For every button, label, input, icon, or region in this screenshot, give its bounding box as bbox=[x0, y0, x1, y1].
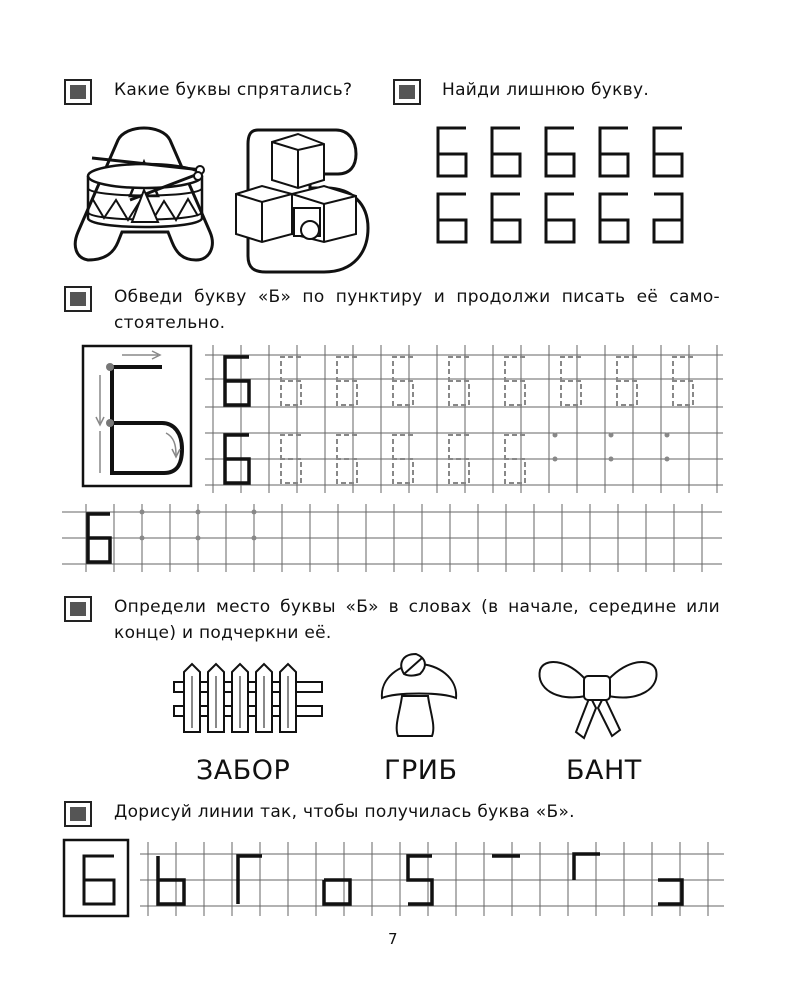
odd-letter-row2-glyphs bbox=[438, 194, 682, 242]
task-trace-text-line2: стоятельно. bbox=[114, 313, 226, 333]
odd-letter-row1-glyphs bbox=[438, 128, 682, 176]
odd-letter-grid bbox=[430, 118, 690, 250]
letter-a-drum-illustration bbox=[70, 118, 220, 278]
word-fence: ЗАБОР bbox=[196, 755, 291, 786]
task-finish-lines-text: Дорисуй линии так, чтобы получилась буква «Б». bbox=[114, 802, 575, 822]
tracing-grid bbox=[205, 345, 725, 493]
letter-b-stroke-order-sample bbox=[82, 345, 192, 487]
word-mushroom: ГРИБ bbox=[384, 755, 458, 786]
page-number: 7 bbox=[388, 930, 398, 948]
task-checkbox[interactable] bbox=[64, 286, 92, 312]
tracing-grid-row3 bbox=[62, 504, 724, 574]
mushroom-illustration bbox=[372, 652, 464, 742]
bow-illustration bbox=[536, 652, 660, 742]
fence-illustration bbox=[172, 660, 324, 736]
letter-b-cubes-illustration bbox=[228, 122, 378, 280]
task-checkbox[interactable] bbox=[64, 79, 92, 105]
partial-letter-3 bbox=[324, 880, 350, 904]
task-hidden-letters-text: Какие буквы спрятались? bbox=[114, 80, 353, 100]
task-trace-text-line1: Обведи букву «Б» по пунктиру и продолжи писать её само- bbox=[114, 287, 720, 307]
task-odd-letter-text: Найди лишнюю букву. bbox=[442, 80, 650, 100]
finish-lines-exercise bbox=[62, 838, 726, 920]
task-checkbox[interactable] bbox=[64, 596, 92, 622]
partial-letter-7 bbox=[658, 880, 682, 904]
task-place-text-line2: конце) и подчеркни её. bbox=[114, 623, 332, 643]
partial-letter-1 bbox=[158, 856, 184, 904]
word-bow: БАНТ bbox=[566, 755, 642, 786]
task-checkbox[interactable] bbox=[64, 801, 92, 827]
task-place-text-line1: Определи место буквы «Б» в словах (в начале, середине или bbox=[114, 597, 720, 617]
task-checkbox[interactable] bbox=[393, 79, 421, 105]
